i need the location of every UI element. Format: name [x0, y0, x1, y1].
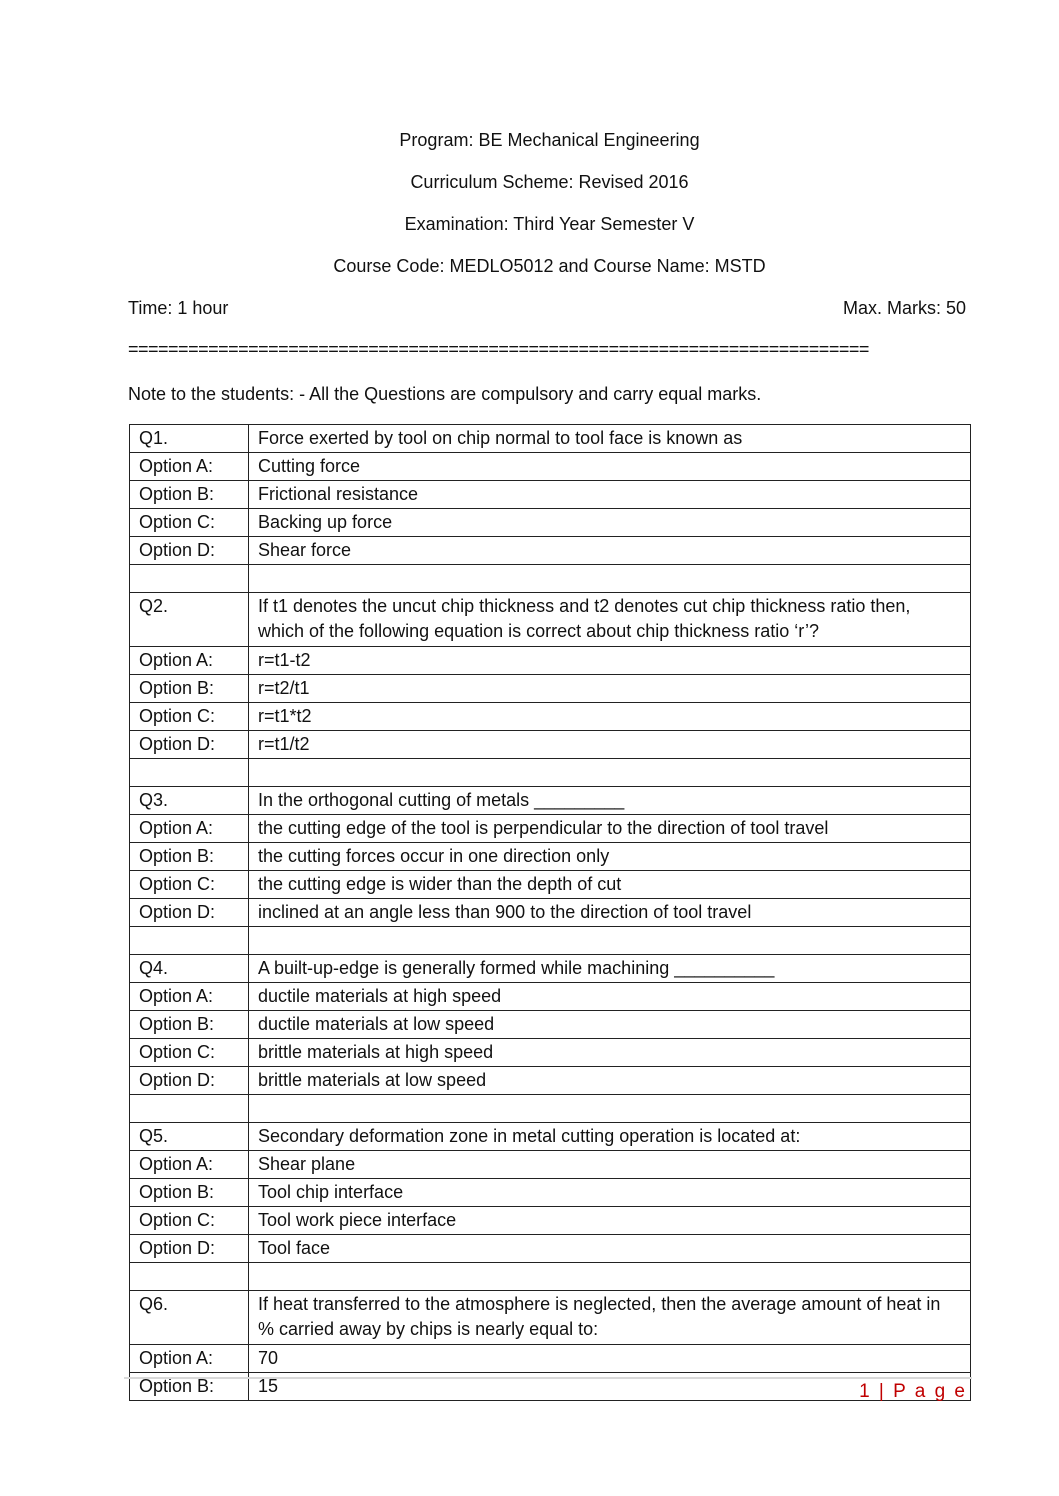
option-label: Option B:: [130, 1179, 249, 1207]
option-label: Option C:: [130, 871, 249, 899]
program-line: Program: BE Mechanical Engineering: [399, 130, 700, 150]
question-row: [130, 425, 971, 453]
question-row: [130, 1291, 971, 1345]
question-row: [130, 1123, 971, 1151]
option-row: [130, 1039, 971, 1067]
option-row: [130, 1207, 971, 1235]
option-text: Cutting force: [249, 453, 971, 481]
option-text: brittle materials at high speed: [249, 1039, 971, 1067]
spacer-row: [130, 759, 971, 787]
students-note: Note to the students: - All the Questions are compulsory and carry equal marks.: [128, 384, 762, 404]
question-label: Q5.: [130, 1123, 249, 1151]
question-text: If heat transferred to the atmosphere is neglected, then the average amount of heat in % carried away by chips is nearly equal to:: [249, 1291, 971, 1345]
empty-cell: [249, 1263, 971, 1291]
option-row: [130, 675, 971, 703]
option-text: r=t1-t2: [249, 647, 971, 675]
option-text: inclined at an angle less than 900 to the direction of tool travel: [249, 899, 971, 927]
spacer-row: [130, 1095, 971, 1123]
spacer-row: [130, 1263, 971, 1291]
empty-cell: [249, 565, 971, 593]
question-row: [130, 787, 971, 815]
option-label: Option D:: [130, 899, 249, 927]
course-line: Course Code: MEDLO5012 and Course Name: MSTD: [333, 256, 766, 276]
option-label: Option D:: [130, 1235, 249, 1263]
option-label: Option D:: [130, 1067, 249, 1095]
option-label: Option A:: [130, 453, 249, 481]
separator-line: ==========================================================================: [128, 340, 869, 358]
option-label: Option C:: [130, 703, 249, 731]
option-text: r=t1*t2: [249, 703, 971, 731]
scheme-line: Curriculum Scheme: Revised 2016: [410, 172, 689, 192]
option-label: Option B:: [130, 481, 249, 509]
footer-divider: [124, 1377, 972, 1379]
option-text: Shear force: [249, 537, 971, 565]
option-label: Option D:: [130, 731, 249, 759]
option-label: Option C:: [130, 1207, 249, 1235]
option-text: 15: [249, 1373, 971, 1401]
option-row: [130, 481, 971, 509]
option-text: ductile materials at high speed: [249, 983, 971, 1011]
option-text: Tool chip interface: [249, 1179, 971, 1207]
option-label: Option B:: [130, 1373, 249, 1401]
option-row: [130, 509, 971, 537]
option-label: Option C:: [130, 1039, 249, 1067]
empty-cell: [130, 565, 249, 593]
option-row: [130, 1011, 971, 1039]
option-text: ductile materials at low speed: [249, 1011, 971, 1039]
option-text: Tool face: [249, 1235, 971, 1263]
option-label: Option D:: [130, 537, 249, 565]
option-text: Tool work piece interface: [249, 1207, 971, 1235]
empty-cell: [130, 1095, 249, 1123]
option-row: [130, 899, 971, 927]
empty-cell: [249, 1095, 971, 1123]
question-text: If t1 denotes the uncut chip thickness and t2 denotes cut chip thickness ratio then, which of the following equation is correct about chip thickness ratio ‘r’?: [249, 593, 971, 647]
option-label: Option B:: [130, 1011, 249, 1039]
option-label: Option A:: [130, 1151, 249, 1179]
question-label: Q2.: [130, 593, 249, 647]
question-row: [130, 593, 971, 647]
option-row: [130, 1179, 971, 1207]
question-label: Q3.: [130, 787, 249, 815]
page-number: 1 | P a g e: [859, 1381, 967, 1402]
question-label: Q6.: [130, 1291, 249, 1345]
option-row: [130, 731, 971, 759]
option-label: Option A:: [130, 647, 249, 675]
option-row: [130, 453, 971, 481]
question-text: In the orthogonal cutting of metals _________: [249, 787, 971, 815]
question-text: A built-up-edge is generally formed while machining __________: [249, 955, 971, 983]
option-label: Option A:: [130, 1345, 249, 1373]
option-row: [130, 647, 971, 675]
option-text: Frictional resistance: [249, 481, 971, 509]
option-row: [130, 1345, 971, 1373]
option-row: [130, 703, 971, 731]
option-row: [130, 1151, 971, 1179]
option-row: [130, 983, 971, 1011]
empty-cell: [130, 1263, 249, 1291]
option-text: brittle materials at low speed: [249, 1067, 971, 1095]
option-text: the cutting edge is wider than the depth of cut: [249, 871, 971, 899]
option-row: [130, 1067, 971, 1095]
max-marks-label: Max. Marks: 50: [842, 298, 966, 318]
question-row: [130, 955, 971, 983]
option-label: Option B:: [130, 675, 249, 703]
option-text: r=t1/t2: [249, 731, 971, 759]
empty-cell: [249, 927, 971, 955]
question-text: Force exerted by tool on chip normal to tool face is known as: [249, 425, 971, 453]
option-text: 70: [249, 1345, 971, 1373]
spacer-row: [130, 927, 971, 955]
time-label: Time: 1 hour: [128, 298, 229, 318]
option-row: [130, 843, 971, 871]
question-text: Secondary deformation zone in metal cutting operation is located at:: [249, 1123, 971, 1151]
option-text: the cutting edge of the tool is perpendicular to the direction of tool travel: [249, 815, 971, 843]
option-row: [130, 815, 971, 843]
examination-line: Examination: Third Year Semester V: [404, 214, 695, 234]
option-row: [130, 871, 971, 899]
spacer-row: [130, 565, 971, 593]
option-label: Option B:: [130, 843, 249, 871]
option-text: the cutting forces occur in one direction only: [249, 843, 971, 871]
option-text: Backing up force: [249, 509, 971, 537]
question-label: Q1.: [130, 425, 249, 453]
empty-cell: [130, 927, 249, 955]
option-row: [130, 1235, 971, 1263]
option-label: Option A:: [130, 983, 249, 1011]
empty-cell: [130, 759, 249, 787]
option-label: Option A:: [130, 815, 249, 843]
option-text: r=t2/t1: [249, 675, 971, 703]
option-row: [130, 537, 971, 565]
empty-cell: [249, 759, 971, 787]
questions-table: [129, 424, 971, 1401]
option-text: Shear plane: [249, 1151, 971, 1179]
exam-meta-row: [128, 298, 966, 319]
question-label: Q4.: [130, 955, 249, 983]
option-label: Option C:: [130, 509, 249, 537]
